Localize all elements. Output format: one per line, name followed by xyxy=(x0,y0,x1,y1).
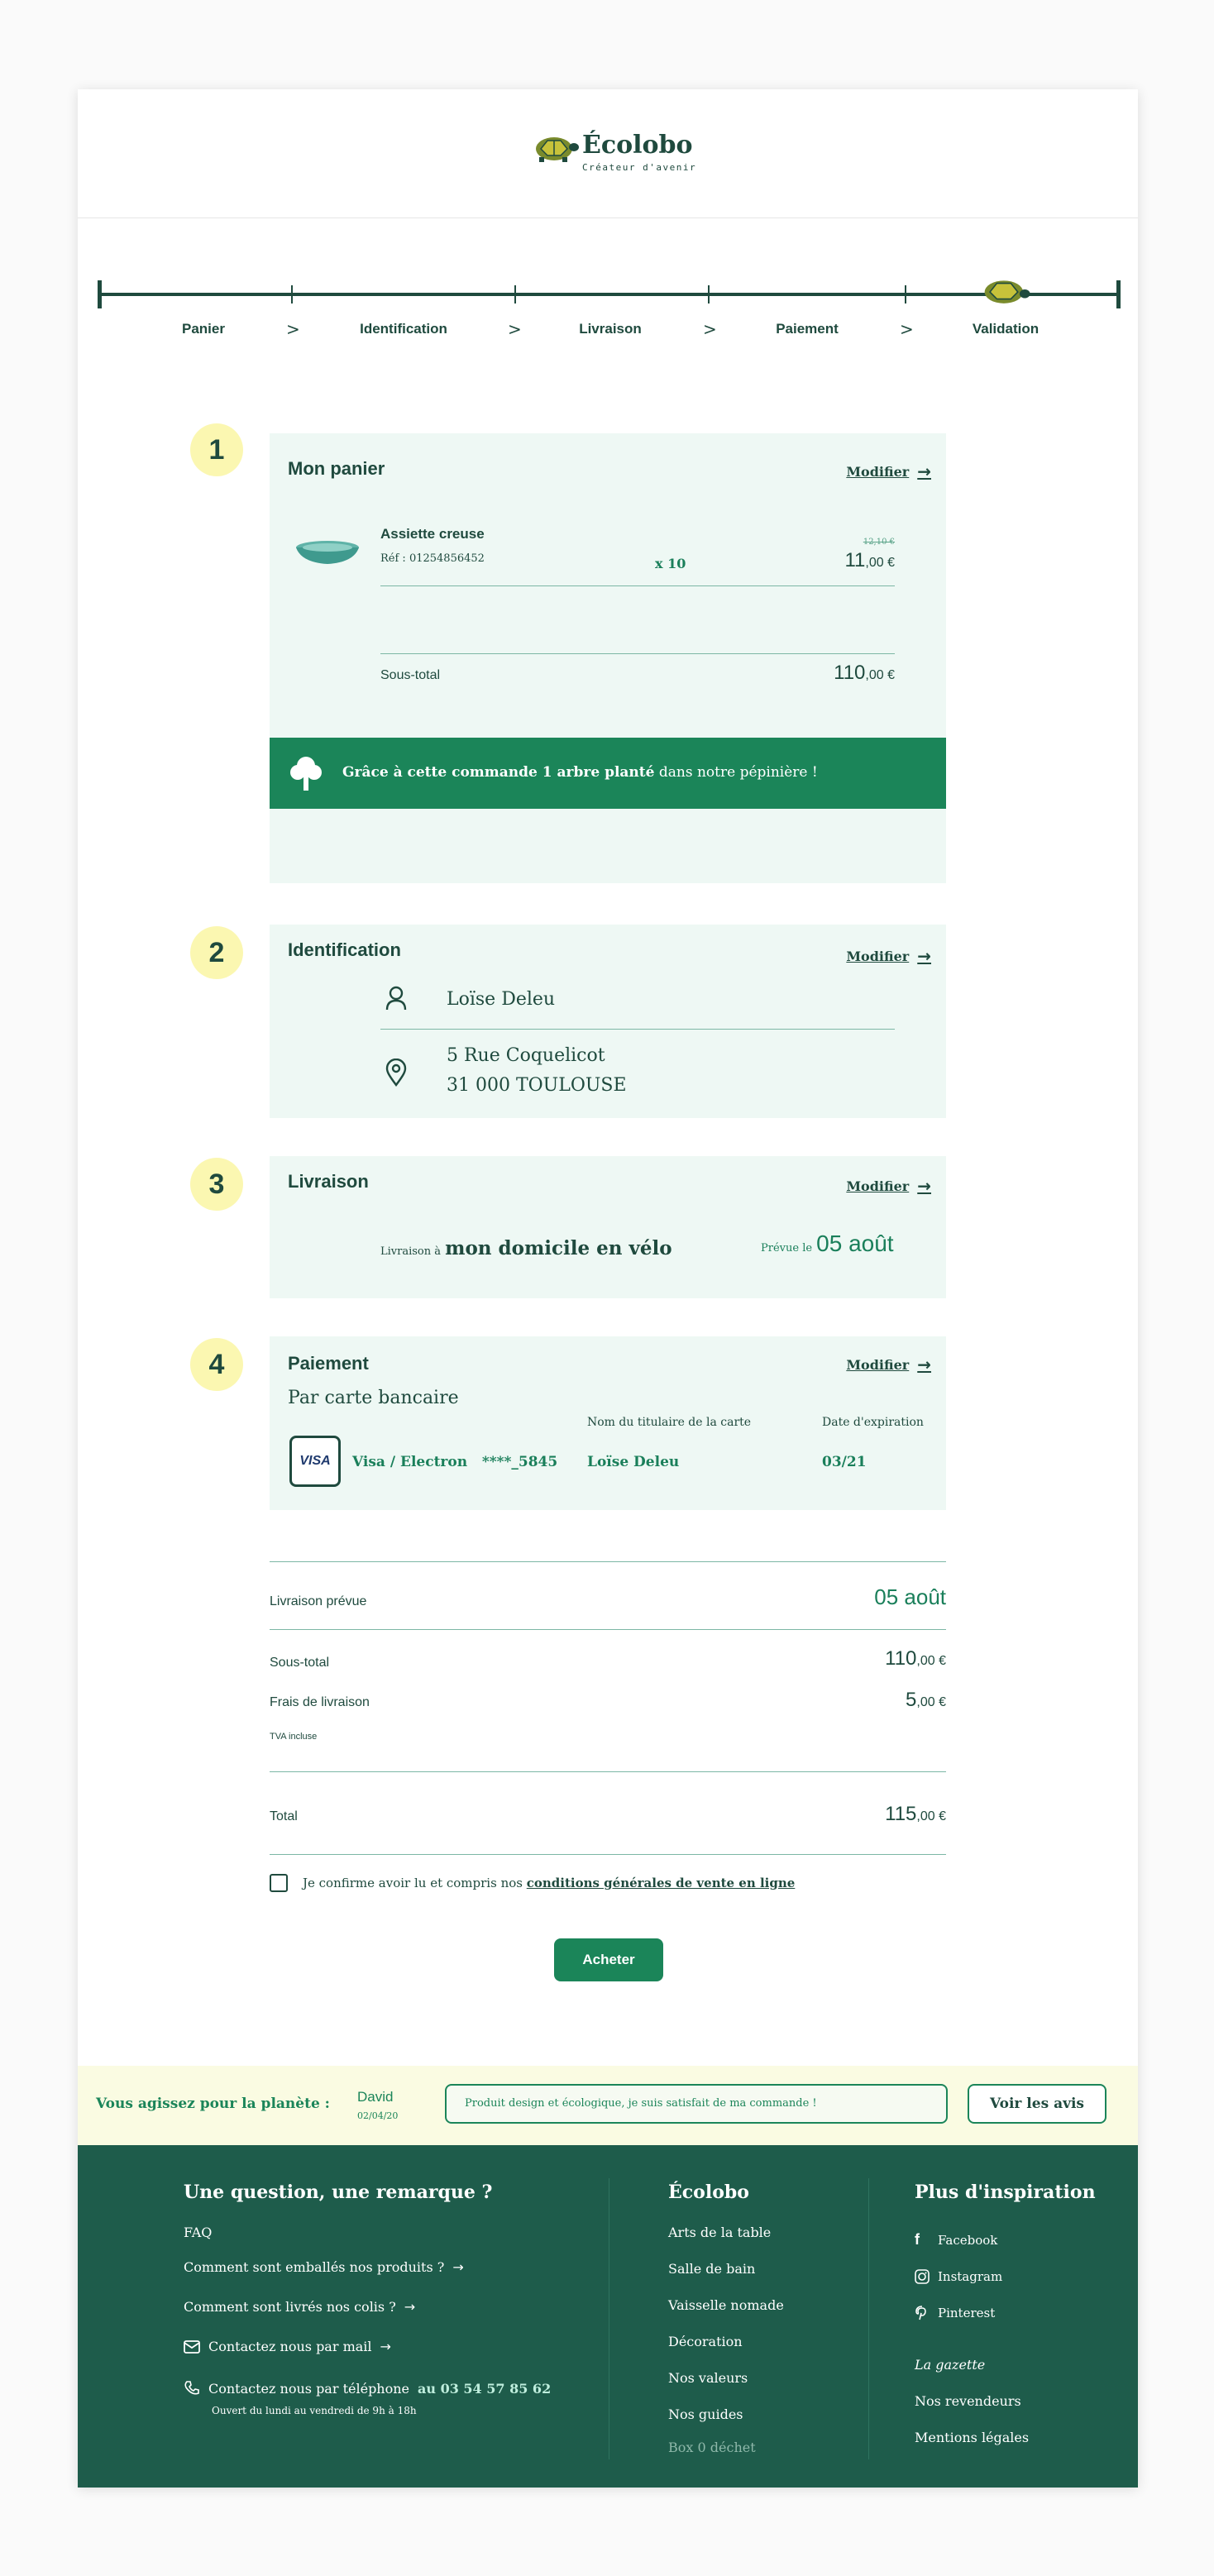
site-footer xyxy=(78,2145,1138,2488)
summary-total-label: Total xyxy=(270,1809,298,1823)
visa-card-icon: VISA xyxy=(289,1436,341,1487)
delivery-title: Livraison xyxy=(288,1171,369,1192)
footer-link-legal[interactable]: Mentions légales xyxy=(915,2430,1030,2445)
faq-link[interactable]: FAQ xyxy=(184,2225,213,2240)
footer-link[interactable]: Nos guides xyxy=(668,2406,743,2422)
pinterest-label: Pinterest xyxy=(938,2306,996,2320)
summary-shipping-label: Frais de livraison xyxy=(270,1695,370,1709)
stepper-tick xyxy=(905,285,906,303)
modify-label: Modifier xyxy=(846,463,910,480)
brand-name[interactable]: Écolobo xyxy=(582,131,693,160)
step-number-badge: 4 xyxy=(190,1338,243,1391)
delivery-mode-value: mon domicile en vélo xyxy=(445,1237,672,1259)
instagram-link[interactable] xyxy=(915,2269,1002,2284)
arrow-right-icon: → xyxy=(452,2259,464,2275)
cart-subtotal-label: Sous-total xyxy=(380,668,441,682)
tree-banner-rest: dans notre pépinière ! xyxy=(654,764,818,781)
modify-cart-link[interactable] xyxy=(846,461,931,481)
terms-checkbox[interactable] xyxy=(270,1874,288,1892)
card-expiry-label: Date d'expiration xyxy=(822,1416,924,1429)
stepper-end xyxy=(1116,280,1121,308)
tree-banner-bold: Grâce à cette commande 1 arbre planté xyxy=(342,764,655,781)
contact-phone[interactable] xyxy=(184,2380,551,2397)
reviews-strip xyxy=(78,2066,1138,2145)
price-integer: 5 xyxy=(906,1689,917,1711)
review-quote: Produit design et écologique, je suis satisfait de ma commande ! xyxy=(445,2084,948,2124)
instagram-icon xyxy=(915,2269,930,2284)
footer-link[interactable]: Vaisselle nomade xyxy=(668,2297,784,2313)
delivery-planned-prefix: Prévue le xyxy=(761,1242,813,1255)
customer-name: Loïse Deleu xyxy=(447,989,556,1010)
chevron-right-icon: > xyxy=(508,319,522,339)
terms-label: Je confirme avoir lu et compris nos xyxy=(303,1876,527,1890)
price-decimals: ,00 € xyxy=(916,1654,946,1668)
terms-link[interactable]: conditions générales de vente en ligne xyxy=(526,1876,796,1890)
site-header xyxy=(78,89,1138,218)
divider xyxy=(380,653,895,654)
turtle-logo-icon xyxy=(529,131,579,164)
product-price xyxy=(844,549,895,572)
payment-method: Par carte bancaire xyxy=(288,1388,459,1408)
chevron-right-icon: > xyxy=(286,319,300,339)
opening-hours: Ouvert du lundi au vendredi de 9h à 18h xyxy=(212,2405,417,2416)
card-type: Visa / Electron xyxy=(352,1454,468,1470)
contact-mail-label: Contactez nous par mail xyxy=(208,2339,372,2354)
packaging-question-label: Comment sont emballés nos produits ? xyxy=(184,2259,445,2275)
summary-total-value xyxy=(885,1803,946,1826)
bowl-product-image xyxy=(293,536,362,569)
contact-mail-link[interactable] xyxy=(184,2339,391,2354)
footer-link[interactable]: Box 0 déchet xyxy=(668,2440,756,2455)
footer-inspiration-title: Plus d'inspiration xyxy=(915,2182,1096,2203)
arrow-right-icon: → xyxy=(917,1355,931,1374)
location-pin-icon xyxy=(385,1059,407,1087)
price-decimals: ,00 € xyxy=(916,1809,946,1823)
delivery-mode xyxy=(380,1237,672,1259)
step-number-badge: 1 xyxy=(190,423,243,476)
summary-delivery-label: Livraison prévue xyxy=(270,1594,367,1608)
price-decimals: ,00 € xyxy=(916,1695,946,1709)
cart-card xyxy=(270,433,946,883)
footer-link[interactable]: Nos valeurs xyxy=(668,2370,748,2386)
price-integer: 110 xyxy=(834,662,866,684)
modify-label: Modifier xyxy=(846,948,910,964)
phone-icon xyxy=(184,2380,200,2397)
stepper-tick xyxy=(708,285,710,303)
cart-title: Mon panier xyxy=(288,458,385,479)
card-info xyxy=(352,1454,557,1470)
arrow-right-icon: → xyxy=(917,1176,931,1196)
brand-tagline: Créateur d'avenir xyxy=(582,162,697,173)
price-decimals: ,00 € xyxy=(865,556,895,570)
chevron-right-icon: > xyxy=(703,319,717,339)
tree-planted-banner xyxy=(270,738,946,809)
cart-subtotal-value xyxy=(834,662,895,685)
checkout-page xyxy=(78,89,1138,2488)
stepper-tick xyxy=(291,285,293,303)
identification-title: Identification xyxy=(288,939,401,960)
summary-subtotal-label: Sous-total xyxy=(270,1656,330,1670)
card-holder: Loïse Deleu xyxy=(587,1454,680,1470)
buy-button[interactable]: Acheter xyxy=(554,1938,663,1981)
see-reviews-button[interactable]: Voir les avis xyxy=(968,2084,1106,2124)
stepper-start xyxy=(98,280,102,308)
footer-brand-title: Écolobo xyxy=(668,2182,749,2203)
footer-link[interactable]: Décoration xyxy=(668,2334,743,2349)
card-holder-label: Nom du titulaire de la carte xyxy=(587,1416,752,1429)
step-identification[interactable]: Identification xyxy=(360,321,447,337)
modify-identification-link[interactable] xyxy=(846,946,931,966)
tree-icon xyxy=(289,754,323,792)
price-integer: 115 xyxy=(885,1803,917,1825)
divider xyxy=(270,1629,946,1630)
step-paiement[interactable]: Paiement xyxy=(776,321,839,337)
delivery-question-label: Comment sont livrés nos colis ? xyxy=(184,2299,396,2315)
divider xyxy=(380,585,895,586)
address-line-1: 5 Rue Coquelicot xyxy=(447,1045,605,1066)
price-integer: 11 xyxy=(844,549,866,571)
step-livraison[interactable]: Livraison xyxy=(579,321,642,337)
divider xyxy=(270,1561,946,1562)
footer-link-gazette[interactable]: La gazette xyxy=(915,2357,986,2373)
stepper-tick xyxy=(514,285,516,303)
pinterest-icon xyxy=(915,2306,930,2320)
review-author: David xyxy=(357,2089,394,2105)
divider xyxy=(270,1771,946,1772)
footer-link-resellers[interactable]: Nos revendeurs xyxy=(915,2393,1021,2409)
price-integer: 110 xyxy=(885,1647,917,1670)
delivery-card xyxy=(270,1156,946,1298)
divider xyxy=(380,1029,895,1030)
packaging-question-link[interactable] xyxy=(184,2259,464,2275)
summary-delivery-date: 05 août xyxy=(874,1584,946,1609)
step-validation[interactable]: Validation xyxy=(972,321,1040,337)
summary-shipping-value xyxy=(906,1689,946,1712)
facebook-label: Facebook xyxy=(938,2232,998,2248)
review-date: 02/04/20 xyxy=(357,2110,399,2121)
modify-label: Modifier xyxy=(846,1178,910,1194)
product-quantity: x 10 xyxy=(655,556,686,571)
step-panier[interactable]: Panier xyxy=(182,321,225,337)
turtle-progress-icon xyxy=(979,275,1032,306)
delivery-question-link[interactable] xyxy=(184,2299,415,2315)
modify-delivery-link[interactable] xyxy=(846,1176,931,1196)
phone-number[interactable]: au 03 54 57 85 62 xyxy=(418,2380,552,2397)
chevron-right-icon: > xyxy=(900,319,914,339)
arrow-right-icon: → xyxy=(917,461,931,481)
delivery-prefix: Livraison à xyxy=(380,1245,442,1258)
mail-icon xyxy=(184,2340,200,2354)
product-old-price: 12,10 € xyxy=(863,538,895,547)
arrow-right-icon: → xyxy=(380,2339,391,2354)
instagram-label: Instagram xyxy=(938,2269,1003,2284)
footer-question-title: Une question, une remarque ? xyxy=(184,2182,493,2203)
delivery-planned-date: 05 août xyxy=(816,1231,894,1256)
card-expiry: 03/21 xyxy=(822,1454,867,1470)
delivery-planned xyxy=(761,1231,894,1257)
arrow-right-icon: → xyxy=(404,2299,416,2315)
step-number-badge: 3 xyxy=(190,1158,243,1211)
contact-phone-label: Contactez nous par téléphone xyxy=(208,2380,410,2397)
stepper-line xyxy=(98,293,1120,296)
vat-note: TVA incluse xyxy=(270,1732,318,1742)
tree-banner-text xyxy=(342,764,818,781)
reviews-title: Vous agissez pour la planète : xyxy=(96,2096,330,2112)
card-number: ****_5845 xyxy=(481,1454,558,1470)
modify-payment-link[interactable] xyxy=(846,1355,931,1374)
terms-text xyxy=(303,1876,795,1890)
payment-title: Paiement xyxy=(288,1353,369,1374)
modify-label: Modifier xyxy=(846,1356,910,1373)
footer-link[interactable]: Arts de la table xyxy=(668,2225,772,2240)
arrow-right-icon: → xyxy=(917,946,931,966)
divider xyxy=(270,1854,946,1855)
product-name[interactable]: Assiette creuse xyxy=(380,526,485,542)
step-number-badge: 2 xyxy=(190,926,243,979)
footer-separator xyxy=(868,2178,869,2459)
payment-card xyxy=(270,1336,946,1510)
summary-subtotal-value xyxy=(885,1647,946,1670)
facebook-icon: f xyxy=(915,2231,920,2248)
pinterest-link[interactable] xyxy=(915,2306,995,2320)
footer-link[interactable]: Salle de bain xyxy=(668,2261,756,2277)
product-reference: Réf : 01254856452 xyxy=(380,552,485,565)
user-icon xyxy=(385,986,407,1011)
address-line-2: 31 000 TOULOUSE xyxy=(447,1075,627,1096)
identification-card xyxy=(270,925,946,1118)
facebook-link[interactable] xyxy=(915,2231,997,2249)
price-decimals: ,00 € xyxy=(865,668,895,682)
